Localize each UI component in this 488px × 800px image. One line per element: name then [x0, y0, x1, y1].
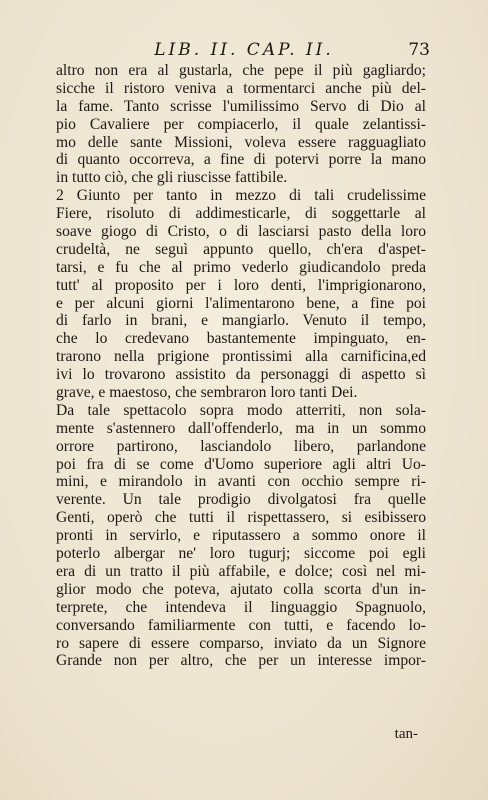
body-text — [56, 62, 426, 670]
text-line: glior modo che poteva, ajutato colla scorta d'un in- — [56, 580, 426, 598]
text-line: grave, e maestoso, che sembraron loro tanti Dei. — [56, 384, 358, 402]
text-line: Da tale spettacolo sopra modo atterriti, non sola- — [56, 401, 426, 419]
text-line: tarsi, e fu che al primo vederlo giudicandolo preda — [56, 258, 426, 276]
text-line: e per alcuni giorni l'alimentarono bene, a fine poi — [56, 294, 426, 312]
text-line: crudeltà, ne seguì appunto quello, ch'era d'aspet- — [56, 240, 426, 258]
text-line: era di un tratto il più affabile, e dolce; così nel mi- — [56, 562, 426, 580]
text-line: terprete, che intendeva il linguaggio Spagnuolo, — [56, 598, 426, 616]
text-line: di quanto occorreva, a fine di potervi porre la mano — [56, 151, 426, 169]
text-line: ivi lo trovarono assistito da personaggi di aspetto sì — [56, 366, 426, 384]
text-line: mini, e mirandolo in avanti con occhio sempre ri- — [56, 473, 426, 491]
text-line: poterlo albergar ne' loro tugurj; siccome poi egli — [56, 545, 426, 563]
text-line: in tutto ciò, che gli riuscisse fattibile. — [56, 169, 288, 187]
text-line: trarono nella prigione prontissimi alla carnificina,ed — [56, 348, 426, 366]
page-header — [0, 40, 488, 62]
text-line: tutt' al proposito per i loro denti, l'imprigionarono, — [56, 276, 426, 294]
text-line: ro sapere di essere comparso, inviato da un Signore — [56, 634, 426, 652]
text-line: mo delle sante Missioni, voleva essere ragguagliato — [56, 133, 426, 151]
running-head: LIB. II. CAP. II. — [154, 40, 334, 60]
catchword: tan- — [394, 726, 418, 742]
text-line: orrore partirono, lasciandolo libero, parlandone — [56, 437, 426, 455]
text-line: pio Cavaliere per compiacerlo, il quale zelantissi- — [56, 115, 426, 133]
text-line: altro non era al gustarla, che pepe il più gagliardo; — [56, 62, 426, 79]
text-line: la fame. Tanto scrisse l'umilissimo Servo di Dio al — [56, 97, 426, 115]
text-line: che lo credevano bastantemente impinguato, en- — [56, 330, 426, 348]
text-line: 2 Giunto per tanto in mezzo di tali crudelissime — [56, 187, 426, 205]
text-line: pronti in servirlo, e riputassero a sommo onore il — [56, 527, 426, 545]
text-line: verente. Un tale prodigio divolgatosi fra quelle — [56, 491, 426, 509]
text-line: soave giogo di Cristo, o di lasciarsi pasto della loro — [56, 223, 426, 241]
text-line: sicche il ristoro veniva a tormentarci anche più del- — [56, 79, 426, 97]
text-line: Genti, operò che tutti il rispettassero, si esibissero — [56, 509, 426, 527]
text-line: poi fra di se come d'Uomo superiore agli altri Uo- — [56, 455, 426, 473]
text-line: Fiere, risoluto di addimesticarle, di soggettarle al — [56, 205, 426, 223]
text-line: mente s'astennero dall'offenderlo, ma in un sommo — [56, 419, 426, 437]
text-line: Grande non per altro, che per un interesse impor- — [56, 652, 426, 670]
page-number: 73 — [408, 40, 430, 60]
text-line: di farlo in brani, e mangiarlo. Venuto il tempo, — [56, 312, 426, 330]
text-line: conversando familiarmente con tutti, e facendo lo- — [56, 616, 426, 634]
